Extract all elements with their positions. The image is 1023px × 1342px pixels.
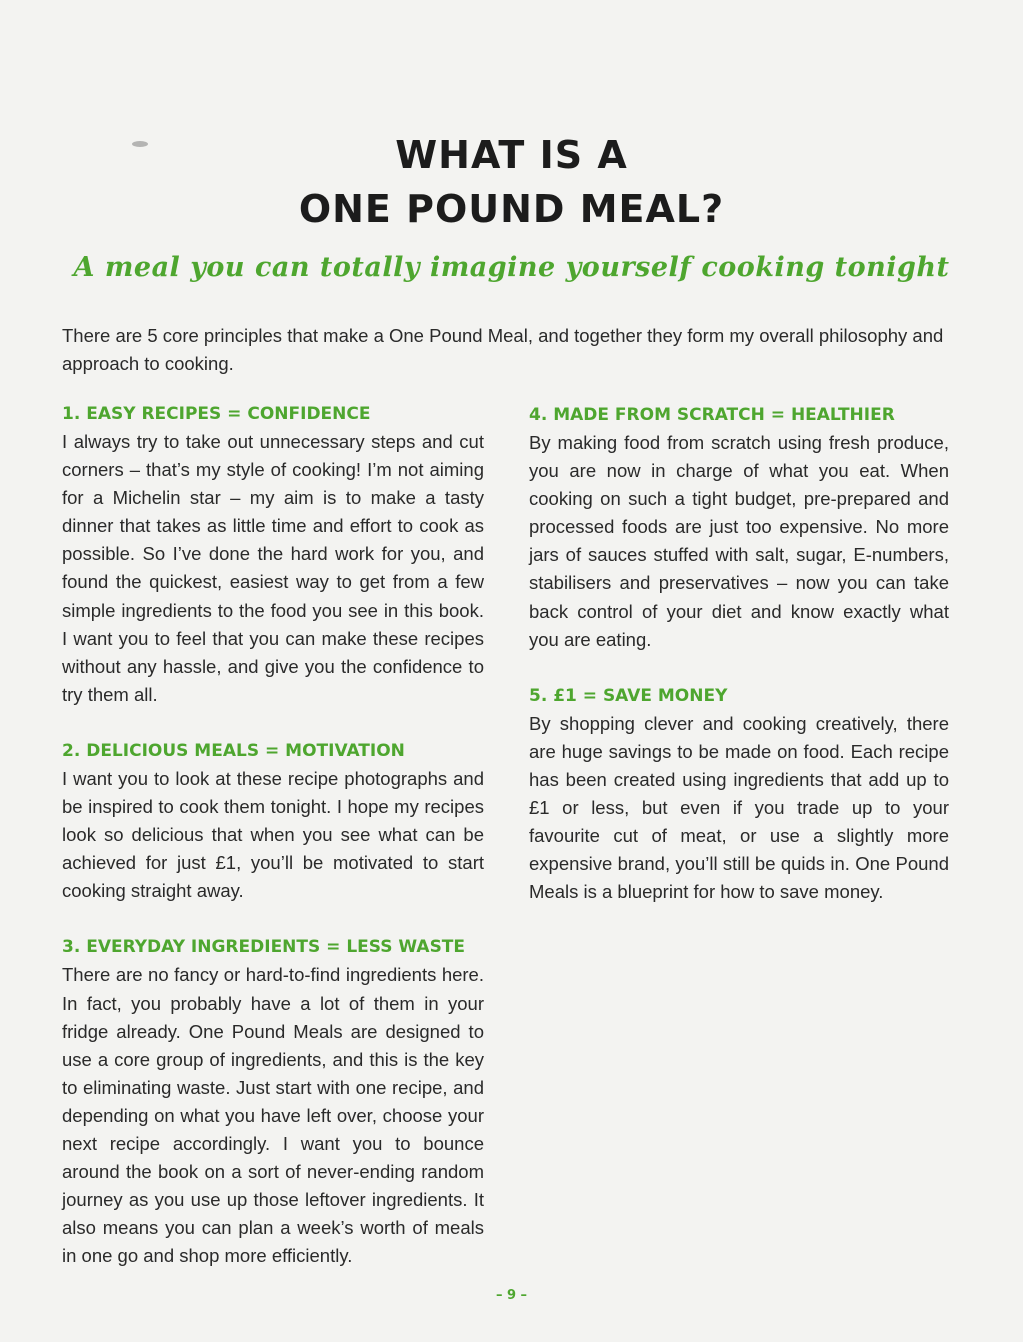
section-save-money <box>529 682 949 907</box>
right-column <box>529 401 949 934</box>
section-heading: 5. £1 = SAVE MONEY <box>529 685 728 706</box>
title-line-1: WHAT IS A <box>395 133 628 177</box>
section-body: There are no fancy or hard-to-find ingredients here. In fact, you probably have a lot of them in your fridge already. One Pound Meals are designed to use a core group of ingredients, and this is the key to eliminating waste. Just start with one recipe, and depending on what you have left over, choose your next recipe accordingly. I want you to bounce around the book on a sort of never-ending random journey as you use up those leftover ingredients. It also means you can plan a week’s worth of meals in one go and shop more efficiently. <box>62 964 484 1267</box>
section-heading: 4. MADE FROM SCRATCH = HEALTHIER <box>529 405 895 425</box>
section-delicious-meals <box>62 737 484 905</box>
section-body: By making food from scratch using fresh produce, you are now in charge of what you eat. When cooking on such a tight budget, pre-prepared and processed foods are just too expensive. No more jars of sauces stuffed with salt, sugar, E-numbers, stabilisers and preservatives – now you can take back control of your diet and know exactly what you are eating. <box>529 432 949 650</box>
section-made-from-scratch <box>529 401 949 654</box>
section-heading: 3. EVERYDAY INGREDIENTS = LESS WASTE <box>62 937 466 958</box>
left-column <box>62 400 484 1298</box>
section-heading: 1. EASY RECIPES = CONFIDENCE <box>62 404 371 424</box>
section-body: I want you to look at these recipe photographs and be inspired to cook them tonight. I hope my recipes look so delicious that when you see what can be achieved for just £1, you’ll be motivated to start cooking straight away. <box>62 767 484 902</box>
section-everyday-ingredients <box>62 933 484 1270</box>
title-line-2: ONE POUND MEAL? <box>298 187 725 231</box>
section-body: I always try to take out unnecessary steps and cut corners – that’s my style of cooking! I’m not aiming for a Michelin star – my aim is to make a tasty dinner that takes as little time and effort to cook as possible. So I’ve done the hard work for you, and found the quickest, easiest way to get from a few simple ingredients to the food you see in this book. I want you to feel that you can make these recipes without any hassle, and give you the confidence to try them all. <box>62 431 484 705</box>
intro-paragraph: There are 5 core principles that make a One Pound Meal, and together they form my overall philosophy and approach to cooking. <box>62 325 944 374</box>
section-body: By shopping clever and cooking creatively, there are huge savings to be made on food. Each recipe has been created using ingredients that add up to £1 or less, but even if you trade up to your favourite cut of meat, or use a slightly more expensive brand, you’ll still be quids in. One Pound Meals is a blueprint for how to save money. <box>529 712 949 903</box>
page-title <box>0 128 1023 236</box>
page-number: – 9 – <box>495 1288 528 1303</box>
section-heading: 2. DELICIOUS MEALS = MOTIVATION <box>62 740 405 761</box>
page-subtitle: A meal you can totally imagine yourself cooking tonight <box>73 252 950 283</box>
section-easy-recipes <box>62 400 484 709</box>
